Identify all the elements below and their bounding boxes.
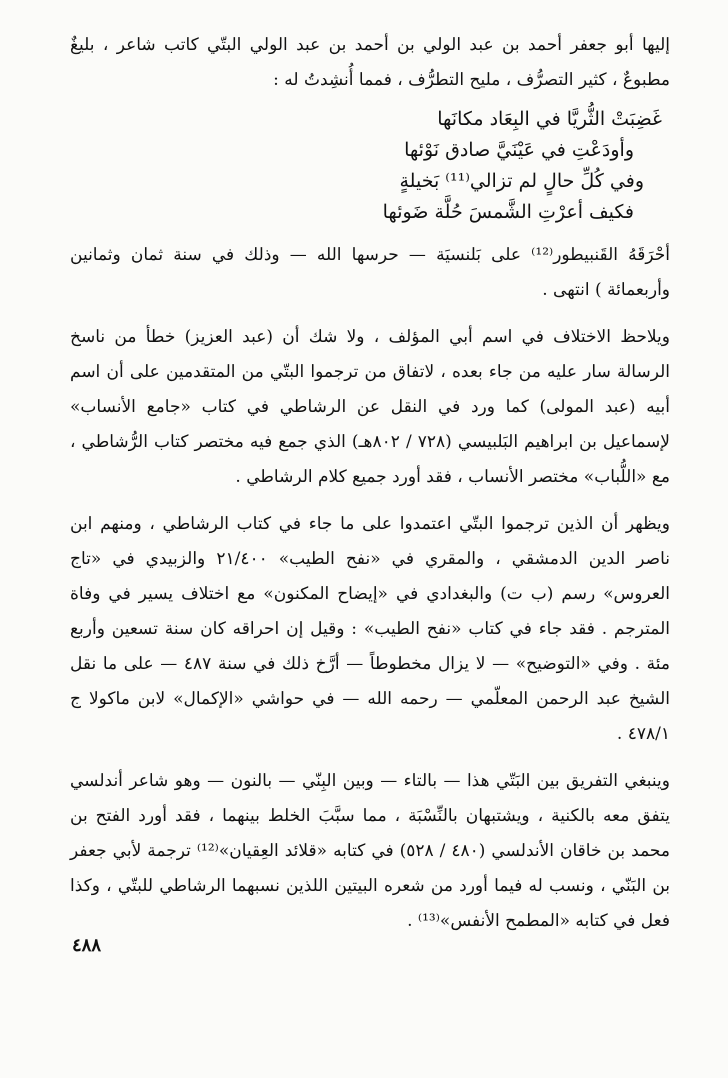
- body-paragraph: ويلاحظ الاختلاف في اسم أبي المؤلف ، ولا شك أن (عبد العزيز) خطأ من ناسخ الرسالة سار عليه من جاء بعده ، لاتفاق من ترجموا البتّي من المتقدمين على أن اسم أبيه (عبد المولى) كما ورد في النقل عن الرشاطي في كتاب «جامع الأنساب» لإسماعيل بن ابراهيم البَلبيسي (٧٢٨ / ٨٠٢هـ) الذي جمع فيه مختصر كتاب الرُّشاطي ، مع «اللُّباب» مختصر الأنساب ، فقد أورد جميع كلام الرشاطي .: [70, 327, 670, 487]
- poem: [70, 104, 670, 228]
- body-paragraph: وينبغي التفريق بين البَتّي هذا — بالتاء — وبين البِنّي — بالنون — وهو شاعر أندلسي يتفق معه بالكنية ، ويشتبهان بالنِّسْبَة ، مما سبَّبَ الخلط بينهما ، فقد أورد الفتح بن محمد بن خاقان الأندلسي (٤٨٠ / ٥٢٨) في كتابه «قلائد العِقيان»⁽¹²⁾ ترجمة لأبي جعفر بن البَنّي ، ونسب له فيما أورد من شعره البيتين اللذين نسبهما الرشاطي للبتّي ، وكذا فعل في كتابه «المطمح الأنفس»⁽¹³⁾ .: [70, 771, 670, 931]
- page-number: ٤٨٨: [72, 935, 102, 956]
- poem-verse: وأودَعْتِ في عَيْنَيَّ صادق نَوْئها: [404, 139, 634, 161]
- poem-verse: غَضِبَتْ الثُّريَّا في البِعَاد مكانَها: [437, 108, 662, 130]
- intro-paragraph: إليها أبو جعفر أحمد بن عبد الولي بن أحمد بن عبد الولي البتّي كاتب شاعر ، بليغٌ مطبوعٌ ، كثير التصرُّف ، مليح التطرُّف ، فمما أُنشِدتُ له :: [70, 35, 670, 90]
- body-paragraph: أحْرَقَهُ القَنبيطور⁽¹²⁾ على بَلنسيَة — حرسها الله — وذلك في سنة ثمان وثمانين وأربعمائة ) انتهى .: [70, 245, 671, 300]
- poem-verse: وفي كُلِّ حالٍ لم تزالي⁽¹¹⁾ بَخيلةٍ: [399, 170, 644, 192]
- poem-verse: فكيف أعرْتِ الشَّمسَ حُلَّة ضَوئها: [382, 201, 634, 223]
- body-paragraph: ويظهر أن الذين ترجموا البتّي اعتمدوا على ما جاء في كتاب الرشاطي ، ومنهم ابن ناصر الدين الدمشقي ، والمقري في «نفح الطيب» ٢١/٤٠٠ والزبيدي في «تاج العروس» رسم (ب ت) والبغدادي في «إيضاح المكنون» مع اختلاف يسير في وفاة المترجم . فقد جاء في كتاب «نفح الطيب» : وقيل إن احراقه كان سنة تسعين وأربع مئة . وفي «التوضيح» — لا يزال مخطوطاً — أرَّخ ذلك في سنة ٤٨٧ — على ما نقل الشيخ عبد الرحمن المعلّمي — رحمه الله — في حواشي «الإكمال» لابن ماكولا ج ٤٧٨/١ .: [70, 514, 670, 744]
